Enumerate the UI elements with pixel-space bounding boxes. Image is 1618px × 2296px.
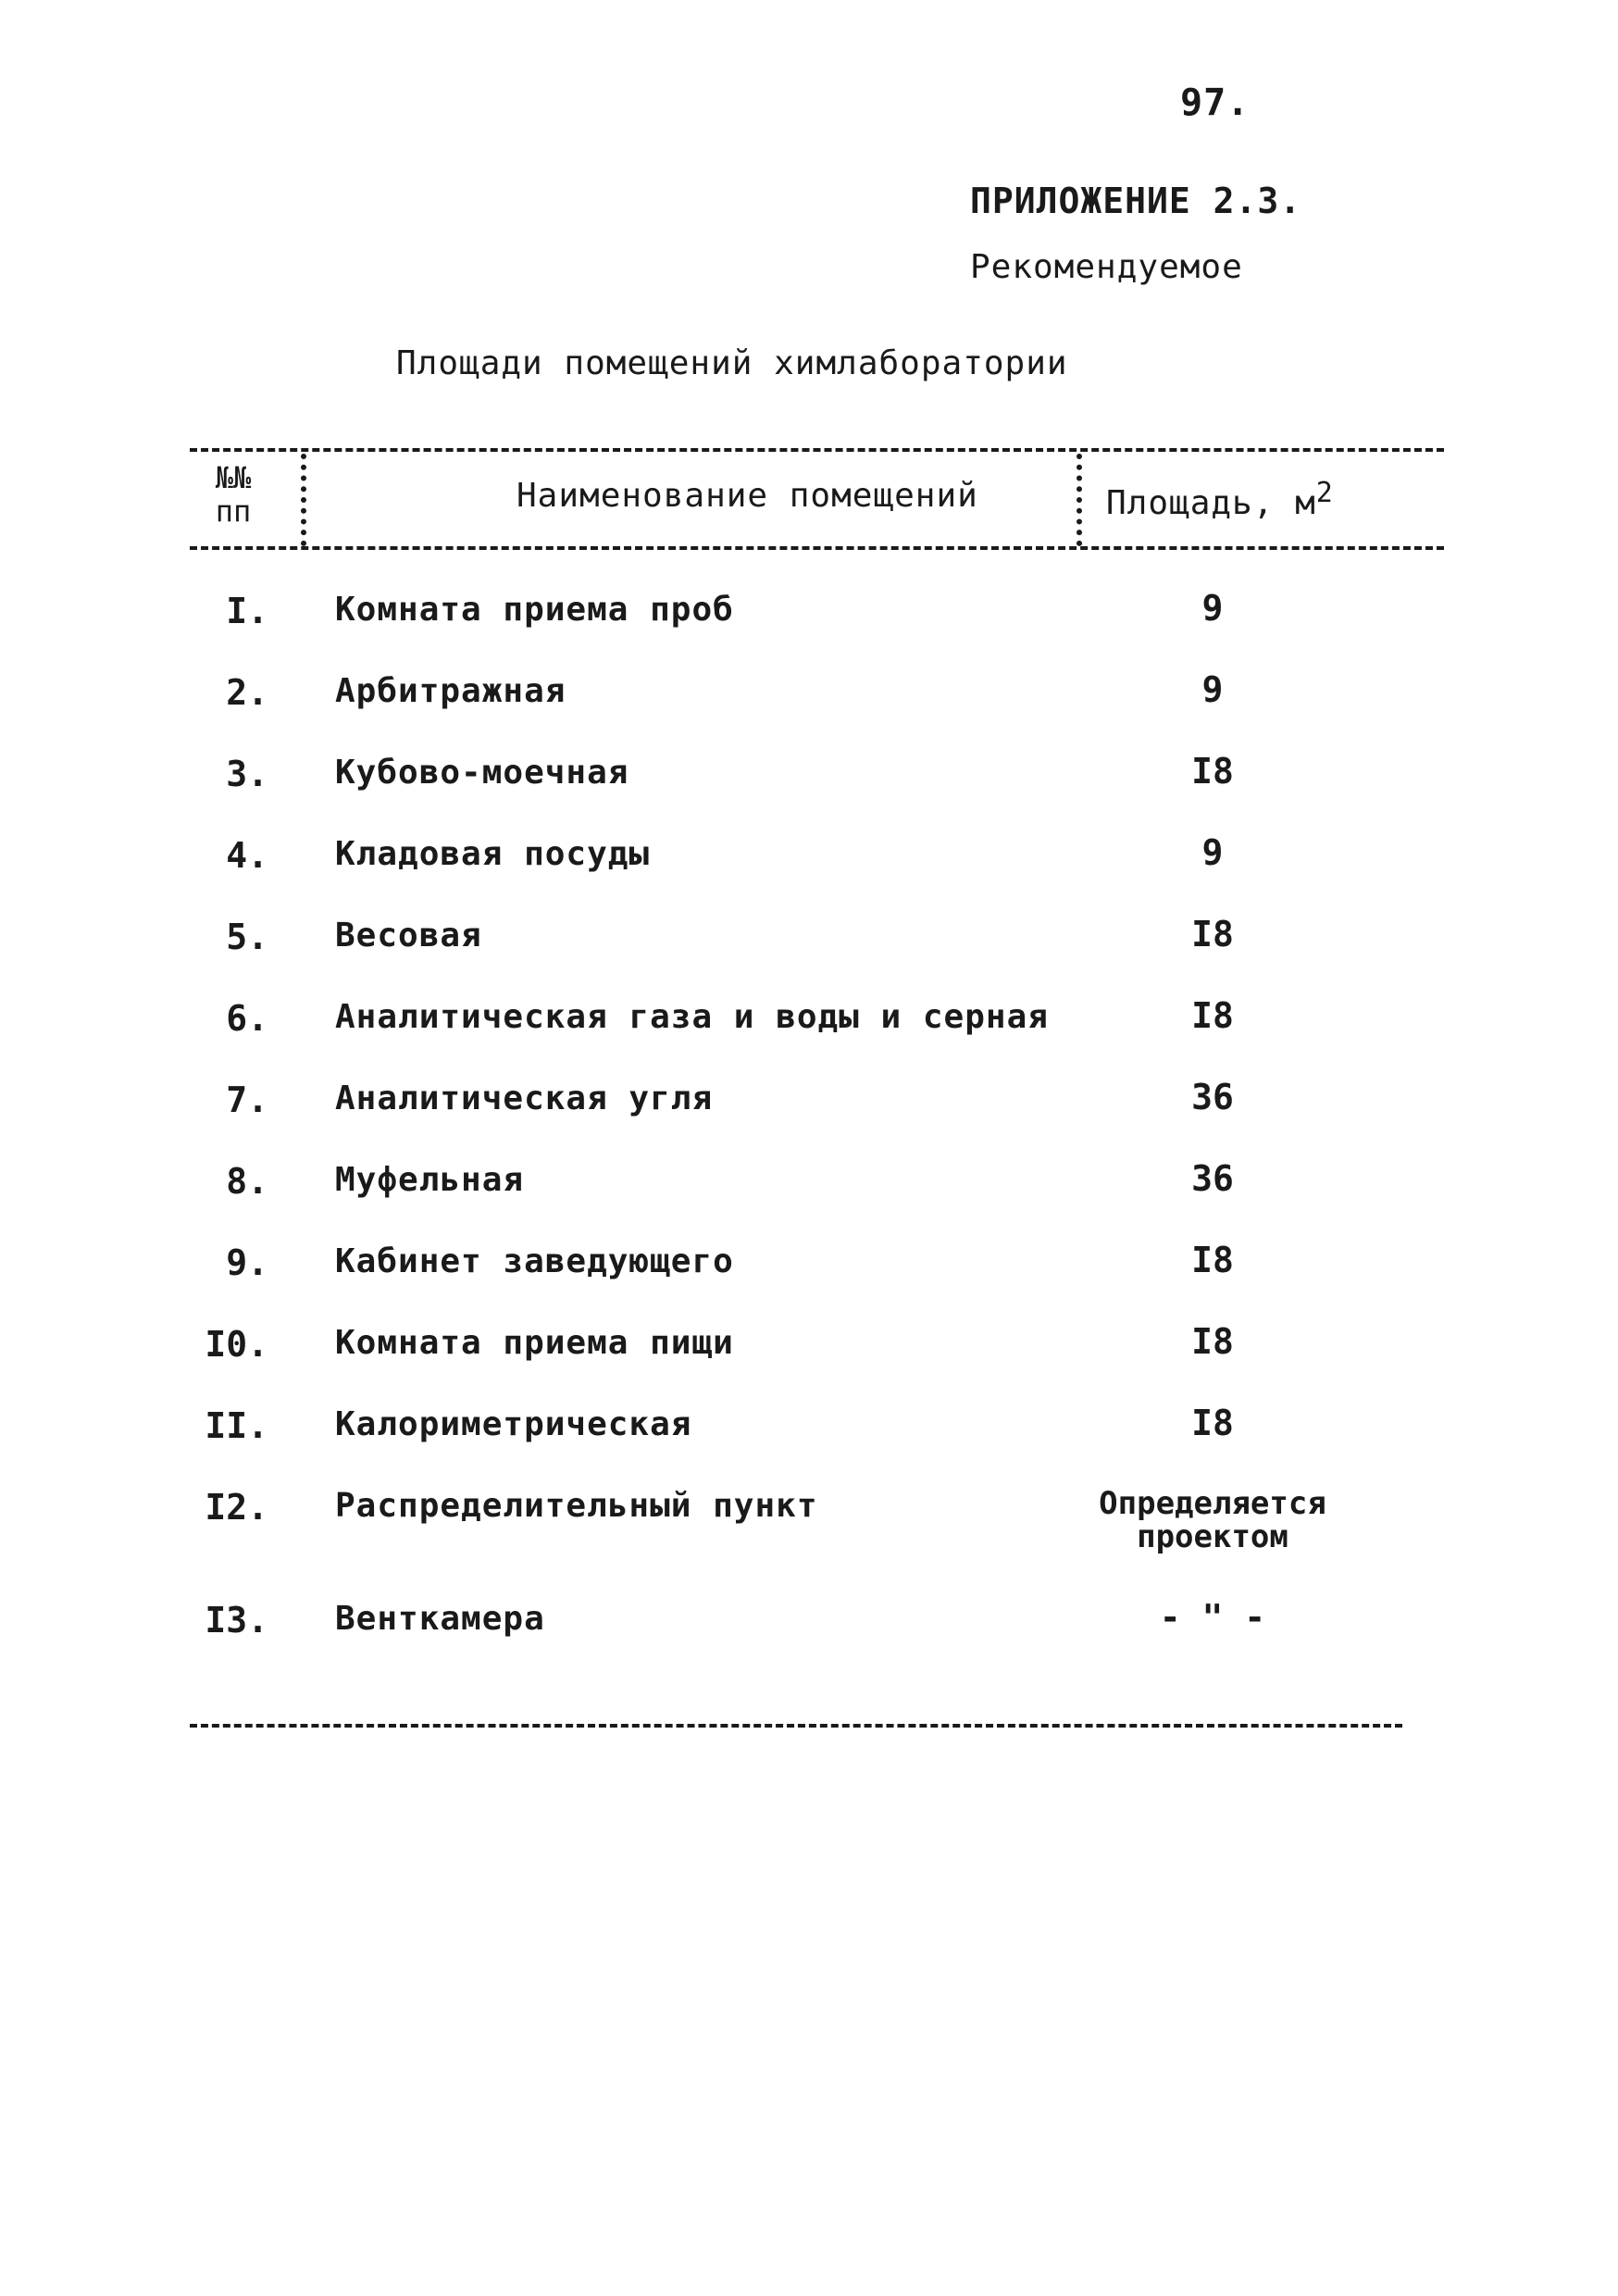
room-name: Аналитическая угля — [335, 1079, 714, 1117]
room-name: Весовая — [335, 917, 482, 955]
room-area — [1055, 1487, 1370, 1554]
row-number: I2. — [205, 1487, 268, 1528]
table-row — [0, 1158, 1618, 1217]
table-row — [0, 669, 1618, 728]
room-area: I8 — [1191, 914, 1234, 955]
row-number: 5. — [226, 917, 268, 957]
room-name: Калориметрическая — [335, 1405, 692, 1443]
header-area-label: Площадь, м — [1106, 484, 1316, 522]
row-number: 7. — [226, 1079, 268, 1120]
row-number: I. — [226, 591, 268, 631]
room-name: Кубово-моечная — [335, 754, 629, 792]
room-name: Арбитражная — [335, 672, 566, 710]
room-area: I8 — [1191, 1403, 1234, 1443]
room-area-line1: Определяется — [1099, 1485, 1326, 1522]
table-row — [0, 832, 1618, 891]
table-row — [0, 914, 1618, 972]
appendix-label: ПРИЛОЖЕНИЕ 2.3. — [970, 181, 1302, 221]
row-number: 9. — [226, 1242, 268, 1283]
status-label: Рекомендуемое — [970, 248, 1243, 286]
table-row — [0, 751, 1618, 809]
table-row — [0, 1487, 1618, 1570]
header-area-sup: 2 — [1315, 477, 1334, 509]
room-area: I8 — [1191, 995, 1234, 1036]
row-number: II. — [205, 1405, 268, 1446]
header-number-label: №№ — [215, 460, 252, 495]
room-name: Муфельная — [335, 1161, 525, 1199]
row-number: I3. — [205, 1600, 268, 1641]
room-area: 9 — [1201, 669, 1224, 710]
row-number: 2. — [226, 672, 268, 713]
table-row — [0, 588, 1618, 646]
table-row — [0, 1242, 1618, 1298]
row-number: 8. — [226, 1161, 268, 1202]
room-area: 36 — [1191, 1077, 1234, 1117]
room-area: 9 — [1201, 832, 1224, 873]
page-number: 97. — [1180, 81, 1251, 124]
room-name: Комната приема пищи — [335, 1324, 734, 1362]
table-row — [0, 1321, 1618, 1379]
header-name: Наименование помещений — [517, 477, 978, 515]
room-area: I8 — [1191, 751, 1234, 792]
document-title: Площади помещений химлаборатории — [396, 344, 1068, 382]
room-name: Кабинет заведующего — [335, 1242, 734, 1280]
table-bottom-rule — [190, 1724, 1402, 1728]
header-number-sub: пп — [215, 493, 252, 529]
room-name: Аналитическая газа и воды и серная — [335, 998, 1049, 1036]
table-row — [0, 1405, 1618, 1461]
table-row — [0, 1079, 1618, 1135]
room-area-line2: проектом — [1137, 1518, 1288, 1555]
room-name: Кладовая посуды — [335, 835, 651, 873]
room-area: 9 — [1201, 588, 1224, 629]
row-number: I0. — [205, 1324, 268, 1365]
row-number: 4. — [226, 835, 268, 876]
room-name: Венткамера — [335, 1600, 545, 1638]
table-row — [0, 995, 1618, 1054]
row-number: 3. — [226, 754, 268, 794]
room-area: - " - — [1159, 1597, 1266, 1638]
room-area: I8 — [1191, 1240, 1234, 1280]
room-name: Распределительный пункт — [335, 1487, 818, 1525]
room-area: 36 — [1191, 1158, 1234, 1199]
room-name: Комната приема проб — [335, 591, 734, 629]
room-area: I8 — [1191, 1321, 1234, 1362]
table-row — [0, 1597, 1618, 1655]
row-number: 6. — [226, 998, 268, 1039]
